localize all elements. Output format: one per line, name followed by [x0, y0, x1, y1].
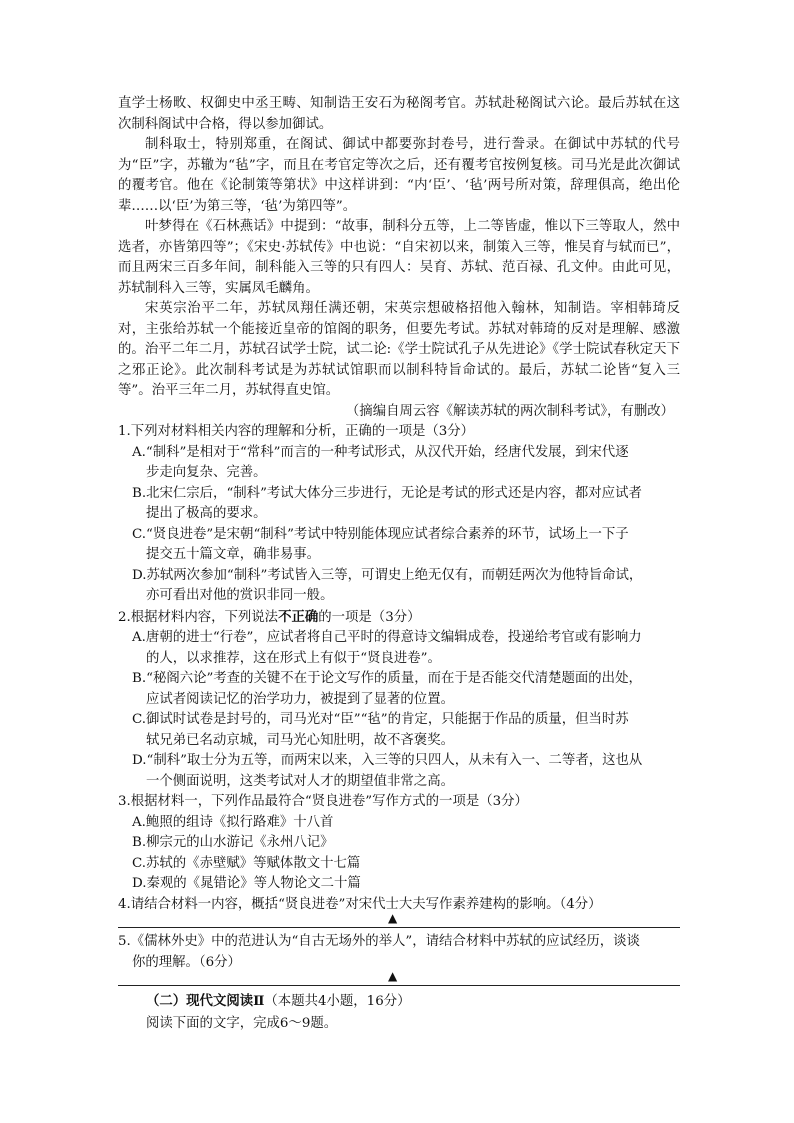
question-1-option-a: [132, 443, 680, 484]
question-2: [118, 607, 680, 793]
q2-stem-part-b: 的一项是（3分）: [318, 609, 421, 625]
question-2-option-b: [132, 669, 680, 710]
question-5-answer-line[interactable]: [118, 969, 680, 986]
question-4-stem: 4.请结合材料一内容，概括“贤良进卷”对宋代士大夫写作素养建构的影响。（4分）: [118, 896, 602, 912]
passage-source: （摘编自周云容《解读苏轼的两次制科考试》，有删改）: [345, 403, 674, 419]
exam-page: [118, 94, 680, 1035]
q2-d-line2: 一个侧面说明，这类考试对人才的期望值非常之高。: [146, 773, 454, 789]
question-1-option-d: [132, 566, 680, 607]
question-3-option-a: A.鲍照的组诗《拟行路难》十八首: [132, 814, 334, 830]
q2-a-line1: A.唐朝的进士“行卷”，应试者将自己平时的得意诗文编辑成卷，投递给考官或有影响力: [132, 630, 642, 645]
answer-marker-icon: ▲: [388, 911, 398, 925]
q2-c-line2: 轼兄弟已名动京城，司马光心知肚明，故不吝褒奖。: [146, 732, 454, 748]
q1-a-line1: A.“制科”是相对于“常科”而言的一种考试形式，从汉代开始，经唐代发展，到宋代逐: [132, 444, 629, 460]
question-3-option-d: D.秦观的《晁错论》等人物论文二十篇: [132, 876, 361, 891]
section-2-instruction: 阅读下面的文字，完成6～9题。: [146, 1016, 338, 1031]
passage-paragraph-4: 宋英宗治平二年，苏轼凤翔任满还朝，宋英宗想破格招他入翰林，知制诰。宰相韩琦反对，主张给苏轼一个能接近皇帝的馆阁的职务，但要先考试。苏轼对韩琦的反对是理解、感激的。治平二年二月，苏轼召试学士院，试二论:《学士院试孔子从先进论》《学士院试春秋定天下之邪正论》。此次制科考试是为苏轼试馆职而以制科特旨命试的。最后，苏轼二论皆“复入三等”。治平三年二月，苏轼得直史馆。: [118, 301, 680, 398]
question-1-stem: 1.下列对材料相关内容的理解和分析，正确的一项是（3分）: [118, 424, 475, 439]
q2-b-line2: 应试者阅读记忆的治学功力，被提到了显著的位置。: [146, 691, 454, 707]
passage-paragraph-2: 制科取士，特别郑重，在阁试、御试中都要弥封卷号，进行誊录。在御试中苏轼的代号为“臣”字，苏辙为“毡”字，而且在考官定等次之后，还有覆考官按例复核。司马光是此次御试的覆考官。他在《论制策等第状》中这样讲到：“内‘臣’、‘毡’两号所对策，辞理俱高，绝出伦辈……以‘臣’为第三等，‘毡’为第四等”。: [118, 137, 680, 214]
question-5: [118, 932, 680, 986]
question-2-stem: [118, 607, 680, 629]
q1-c-line1: C.“贤良进卷”是宋朝“制科”考试中特别能体现应试者综合素养的环节，试场上一下子: [132, 526, 629, 542]
question-1-option-c: [132, 525, 680, 566]
answer-marker-icon: ▲: [388, 969, 398, 983]
q2-stem-emphasis: 不正确: [278, 608, 319, 625]
q1-b-line1: B.北宋仁宗后，“制科”考试大体分三步进行，无论是考试的形式还是内容，都对应试者: [132, 485, 642, 501]
question-2-option-d: [132, 751, 680, 792]
q2-stem-part-a: 2.根据材料内容，下列说法: [118, 609, 279, 625]
q1-d-line2: 亦可看出对他的赏识非同一般。: [146, 588, 334, 603]
section-2-note: （本题共4小题，16分）: [264, 994, 411, 1009]
section-2-title: （二）现代文阅读Ⅱ: [146, 993, 265, 1009]
q1-d-line1: D.苏轼两次参加“制科”考试皆入三等，可谓史上绝无仅有，而朝廷两次为他特旨命试，: [132, 567, 643, 583]
question-2-option-c: [132, 710, 680, 751]
question-1: [118, 422, 680, 607]
question-3-option-b: B.柳宗元的山水游记《永州八记》: [132, 835, 334, 850]
question-2-option-a: [132, 628, 680, 669]
q2-d-line1: D.“制科”取士分为五等，而两宋以来，入三等的只四人，从未有入一、二等者，这也从: [132, 753, 643, 768]
question-1-option-b: [132, 484, 680, 525]
q2-a-line2: 的人，以求推荐，这在形式上有似于“贤良进卷”。: [146, 650, 441, 666]
question-4-answer-line[interactable]: [118, 911, 680, 928]
q1-b-line2: 提出了极高的要求。: [146, 506, 267, 521]
question-3: [118, 792, 680, 895]
q1-a-line2: 步走向复杂、完善。: [146, 465, 267, 480]
q2-b-line1: B.“秘阁六论”考查的关键不在于论文写作的质量，而在于是否能交代清楚题面的出处，: [132, 671, 642, 686]
question-3-option-c: C.苏轼的《赤壁赋》等赋体散文十七篇: [132, 855, 361, 871]
section-2-heading: [146, 990, 680, 1013]
q2-c-line1: C.御试时试卷是封号的，司马光对“臣”“毡”的肯定，只能据于作品的质量，但当时苏: [132, 712, 629, 727]
q1-c-line2: 提交五十篇文章，确非易事。: [146, 547, 321, 562]
question-3-stem: 3.根据材料一，下列作品最符合“贤良进卷”写作方式的一项是（3分）: [118, 794, 528, 809]
passage-paragraph-3: 叶梦得在《石林燕话》中提到：“故事，制科分五等，上二等皆虚，惟以下三等取人，然中选者，亦皆第四等”；《宋史·苏轼传》中也说：“自宋初以来，制策入三等，惟吴育与轼而已”，而且两宋三百多年间，制科能入三等的只有四人：吴育、苏轼、范百禄、孔文仲。由此可见，苏轼制科入三等，实属凤毛麟角。: [118, 219, 680, 296]
passage-paragraph-1: 直学士杨畋、权御史中丞王畴、知制诰王安石为秘阁考官。苏轼赴秘阁试六论。最后苏轼在这次制科阁试中合格，得以参加御试。: [118, 96, 680, 132]
question-4: [118, 895, 680, 929]
question-5-stem-line2: 你的理解。（6分）: [132, 954, 241, 970]
question-5-stem-line1: 5.《儒林外史》中的范进认为“自古无场外的举人”，请结合材料中苏轼的应试经历，谈谈: [118, 934, 640, 949]
